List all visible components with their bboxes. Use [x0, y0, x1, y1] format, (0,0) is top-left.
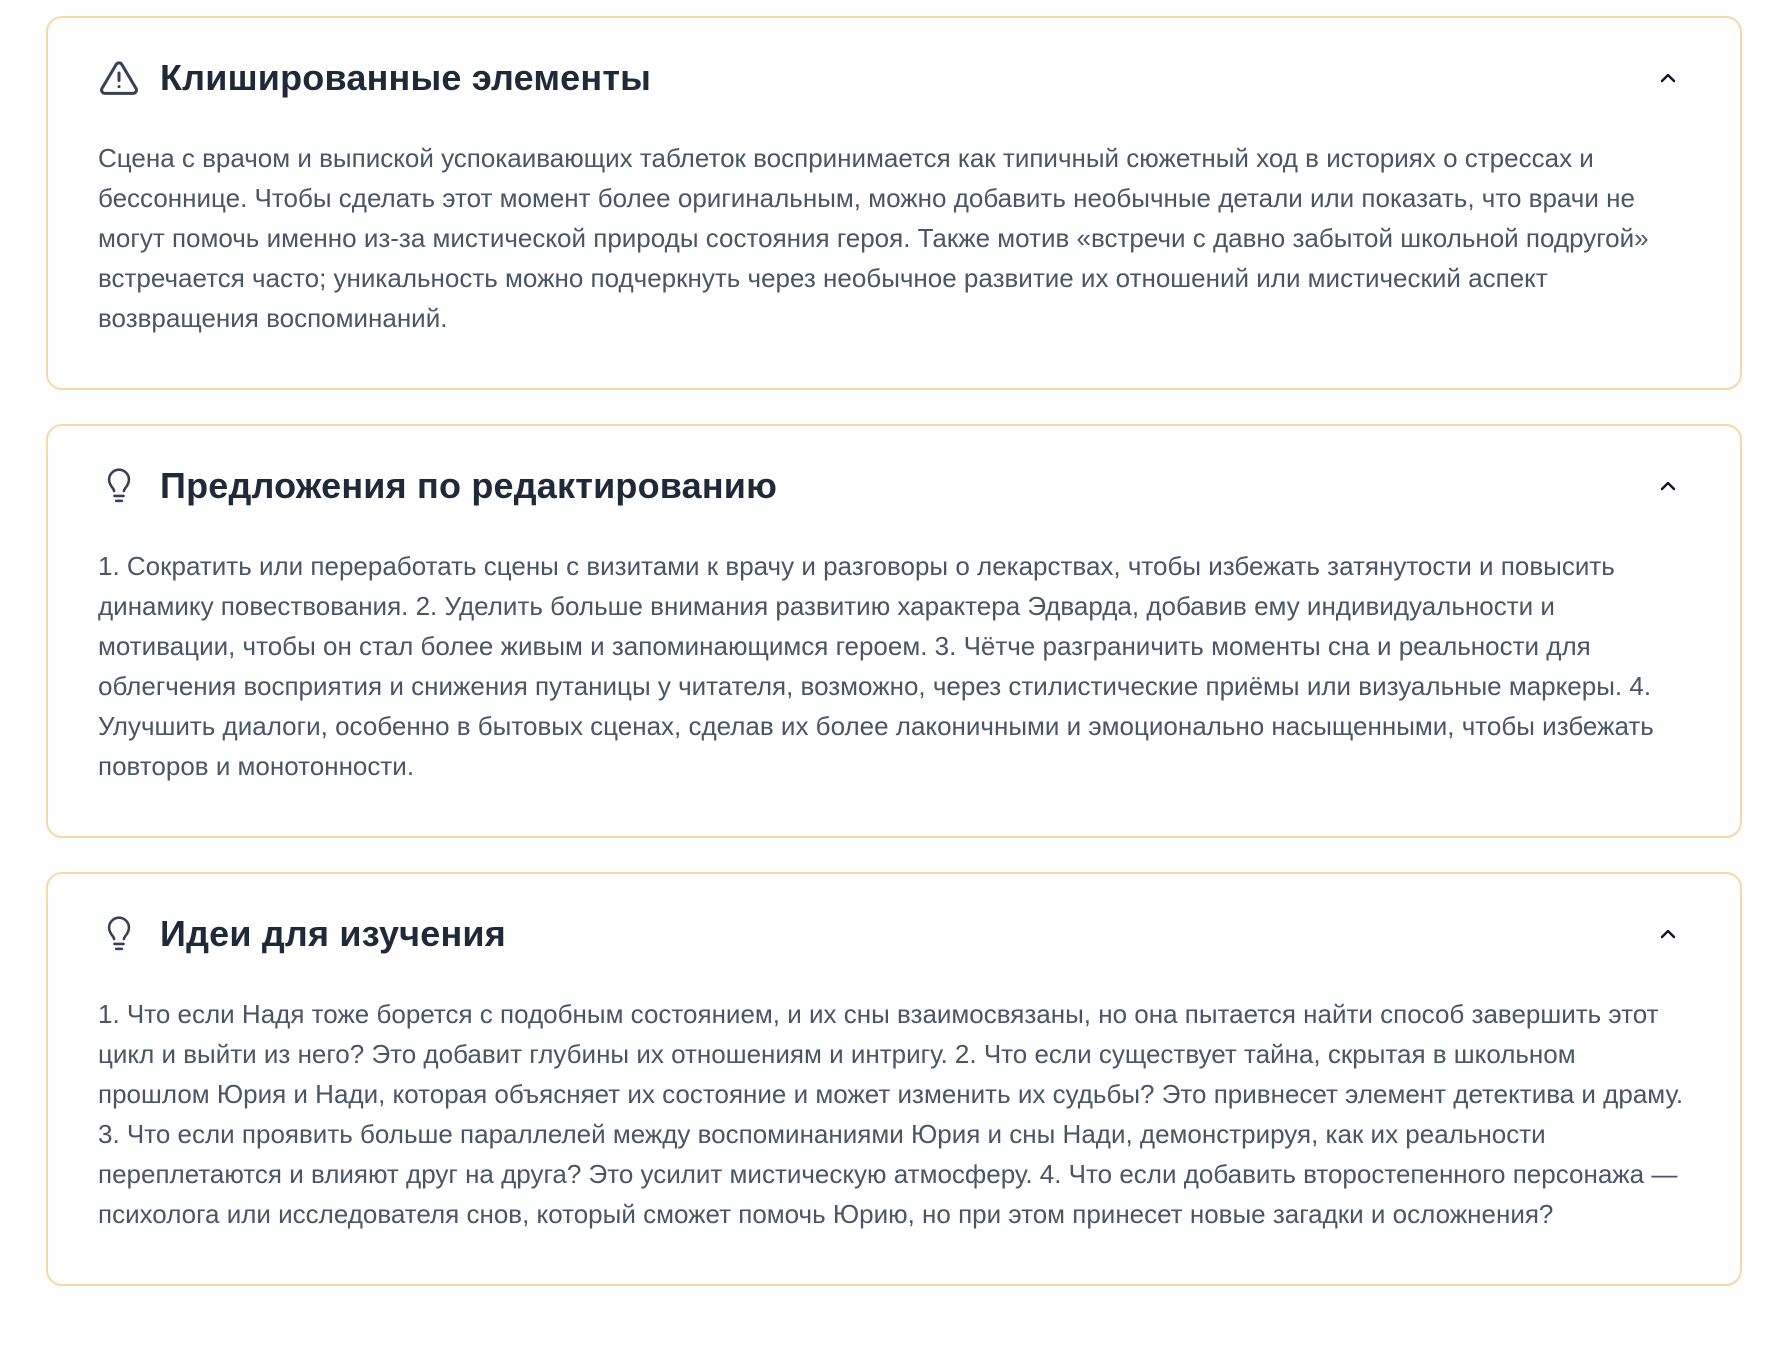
- lightbulb-icon: [98, 465, 140, 507]
- card-body-text: Сцена с врачом и выпиской успокаивающих таблеток воспринимается как типичный сюжетный ход в историях о стрессах и бессоннице. Чтобы сделать этот момент более оригинальным, можно добавить необычные детали или показать, что врачи не могут помочь именно из-за мистической природы состояния героя. Также мотив «встречи с давно забытой школьной подругой» встречается часто; уникальность можно подчеркнуть через необычное развитие их отношений или мистический аспект возвращения воспоминаний.: [98, 143, 1649, 333]
- card-title: Идеи для изучения: [160, 913, 506, 954]
- card-title: Клишированные элементы: [160, 57, 652, 98]
- editing-suggestions-card: [46, 424, 1742, 838]
- card-body-text: 1. Сократить или переработать сцены с визитами к врачу и разговоры о лекарствах, чтобы избежать затянутости и повысить динамику повествования. 2. Уделить больше внимания развитию характера Эдварда, добавив ему индивидуальности и мотивации, чтобы он стал более живым и запоминающимся героем. 3. Чётче разграничить моменты сна и реальности для облегчения восприятия и снижения путаницы у читателя, возможно, через стилистические приёмы или визуальные маркеры. 4. Улучшить диалоги, особенно в бытовых сценах, сделав их более лаконичными и эмоционально насыщенными, чтобы избежать повторов и монотонности.: [98, 551, 1654, 781]
- chevron-up-icon[interactable]: [1652, 918, 1684, 950]
- chevron-up-icon[interactable]: [1652, 470, 1684, 502]
- card-header[interactable]: [98, 426, 1684, 546]
- card-header[interactable]: [98, 18, 1684, 138]
- card-header[interactable]: [98, 874, 1684, 994]
- ideas-to-explore-card: [46, 872, 1742, 1286]
- card-body-text: 1. Что если Надя тоже борется с подобным состоянием, и их сны взаимосвязаны, но она пытается найти способ завершить этот цикл и выйти из него? Это добавит глубины их отношениям и интригу. 2. Что если существует тайна, скрытая в школьном прошлом Юрия и Нади, которая объясняет их состояние и может изменить их судьбы? Это привнесет элемент детектива и драму. 3. Что если проявить больше параллелей между воспоминаниями Юрия и сны Нади, демонстрируя, как их реальности переплетаются и влияют друг на друга? Это усилит мистическую атмосферу. 4. Что если добавить второстепенного персонажа — психолога или исследователя снов, который сможет помочь Юрию, но при этом принесет новые загадки и осложнения?: [98, 999, 1684, 1229]
- card-title: Предложения по редактированию: [160, 465, 778, 506]
- chevron-up-icon[interactable]: [1652, 62, 1684, 94]
- cliched-elements-card: [46, 16, 1742, 390]
- warning-triangle-icon: [98, 57, 140, 99]
- lightbulb-icon: [98, 913, 140, 955]
